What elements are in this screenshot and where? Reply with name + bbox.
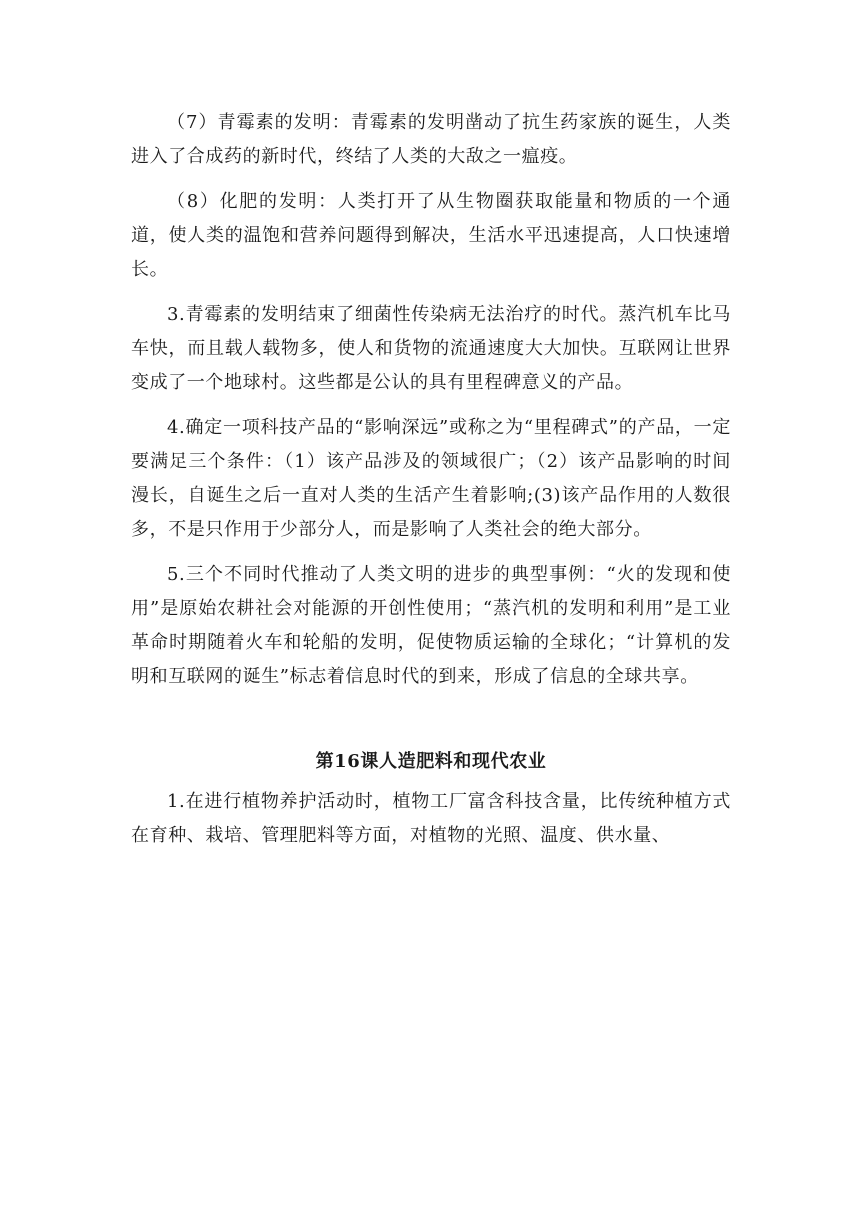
paragraph-penicillin: （7）青霉素的发明：青霉素的发明凿动了抗生药家族的诞生，人类进入了合成药的新时代，终结了人类的大敌之一瘟疫。 xyxy=(131,112,731,167)
paragraph-item-4: 4.确定一项科技产品的“影响深远”或称之为“里程碑式”的产品，一定要满足三个条件：（1）该产品涉及的领域很广；（2）该产品影响的时间漫长，自诞生之后一直对人类的生活产生着影响;(3)该产品作用的人数很多，不是只作用于少部分人，而是影响了人类社会的绝大部分。 xyxy=(131,417,731,540)
section-heading: 第16课人造肥料和现代农业 xyxy=(315,751,547,772)
section-spacer xyxy=(131,705,731,745)
paragraph-item-3: 3.青霉素的发明结束了细菌性传染病无法治疗的时代。蒸汽机车比马车快，而且载人载物多，使人和货物的流通速度大大加快。互联网让世界变成了一个地球村。这些都是公认的具有里程碑意义的产品。 xyxy=(131,304,731,393)
paragraph-item-5: 5.三个不同时代推动了人类文明的进步的典型事例：“火的发现和使用”是原始农耕社会对能源的开创性使用；“蒸汽机的发明和利用”是工业革命时期随着火车和轮船的发明，促使物质运输的全球化；“计算机的发明和互联网的诞生”标志着信息时代的到来，形成了信息的全球共享。 xyxy=(131,564,731,687)
document-body xyxy=(131,106,731,864)
paragraph-lesson16-item-1: 1.在进行植物养护活动时，植物工厂富含科技含量，比传统种植方式在育种、栽培、管理肥料等方面，对植物的光照、温度、供水量、 xyxy=(131,791,731,846)
paragraph-fertilizer: （8）化肥的发明：人类打开了从生物圈获取能量和物质的一个通道，使人类的温饱和营养问题得到解决，生活水平迅速提高，人口快速增长。 xyxy=(131,191,731,280)
